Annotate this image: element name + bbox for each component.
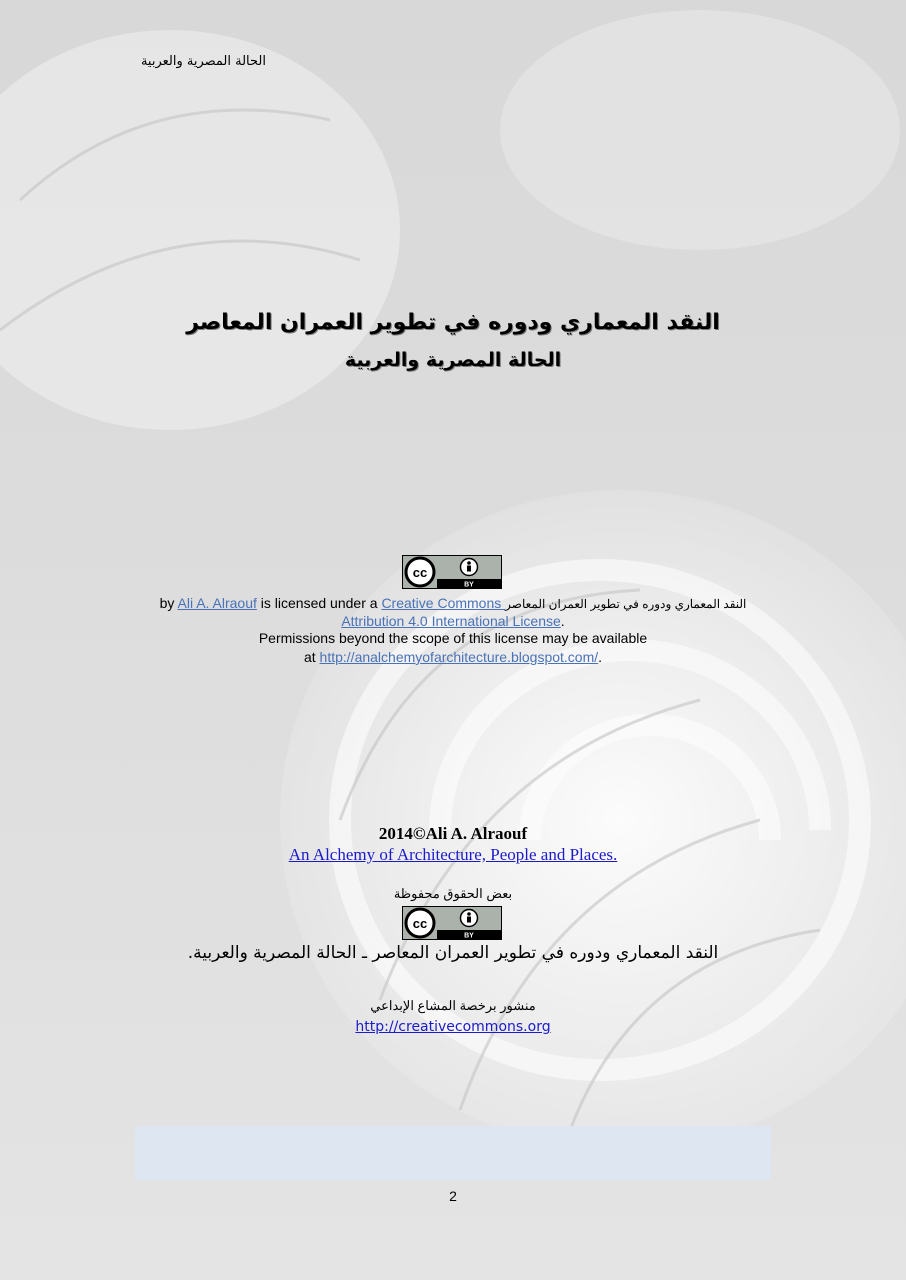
cc-license-link-cont[interactable]: Attribution 4.0 International License xyxy=(341,613,561,629)
published-under-text: منشور برخصة المشاع الإبداعي xyxy=(370,998,536,1013)
copyright-line: 2014©Ali A. Alraouf xyxy=(378,824,528,843)
page-number: 2 xyxy=(449,1188,457,1204)
permissions-text: Permissions beyond the scope of this license may be available xyxy=(258,630,648,646)
licensed-under-text: is licensed under a xyxy=(256,595,382,611)
running-header: الحالة المصرية والعربية xyxy=(140,54,266,69)
subtitle: الحالة المصرية والعربية xyxy=(344,349,562,371)
license-by-prefix: by xyxy=(159,595,178,611)
cc-logo-text: cc xyxy=(412,565,428,580)
cc-license-link[interactable]: Creative Commons xyxy=(381,595,506,611)
license-line-2 xyxy=(130,612,776,630)
license-line-1 xyxy=(130,594,776,613)
by-label: BY xyxy=(464,932,474,939)
author-link[interactable]: Ali A. Alraouf xyxy=(177,595,257,611)
end-period: . xyxy=(598,649,603,665)
footer-band xyxy=(135,1126,771,1180)
cc-logo-text: cc xyxy=(412,916,428,931)
work-title: النقد المعماري ودوره في تطوير العمران المعاصر xyxy=(505,597,747,611)
full-title-line: النقد المعماري ودوره في تطوير العمران المعاصر ـ الحالة المصرية والعربية. xyxy=(187,943,719,963)
cc-by-badge-2[interactable] xyxy=(402,906,502,940)
creativecommons-link-line xyxy=(0,1018,906,1035)
at-text: at xyxy=(303,649,320,665)
cc-by-badge[interactable] xyxy=(402,555,502,589)
tagline xyxy=(0,845,906,865)
main-title: النقد المعماري ودوره في تطوير العمران المعاصر xyxy=(186,310,720,335)
tagline-link[interactable]: An Alchemy of Architecture, People and Places. xyxy=(288,845,618,864)
by-label: BY xyxy=(464,581,474,588)
some-rights-reserved: بعض الحقوق محفوظة xyxy=(393,886,513,901)
license-line-4 xyxy=(130,648,776,666)
blog-link[interactable]: http://analchemyofarchitecture.blogspot.com/ xyxy=(319,649,599,665)
license-period: . xyxy=(560,613,565,629)
creativecommons-link[interactable]: http://creativecommons.org xyxy=(355,1019,551,1035)
